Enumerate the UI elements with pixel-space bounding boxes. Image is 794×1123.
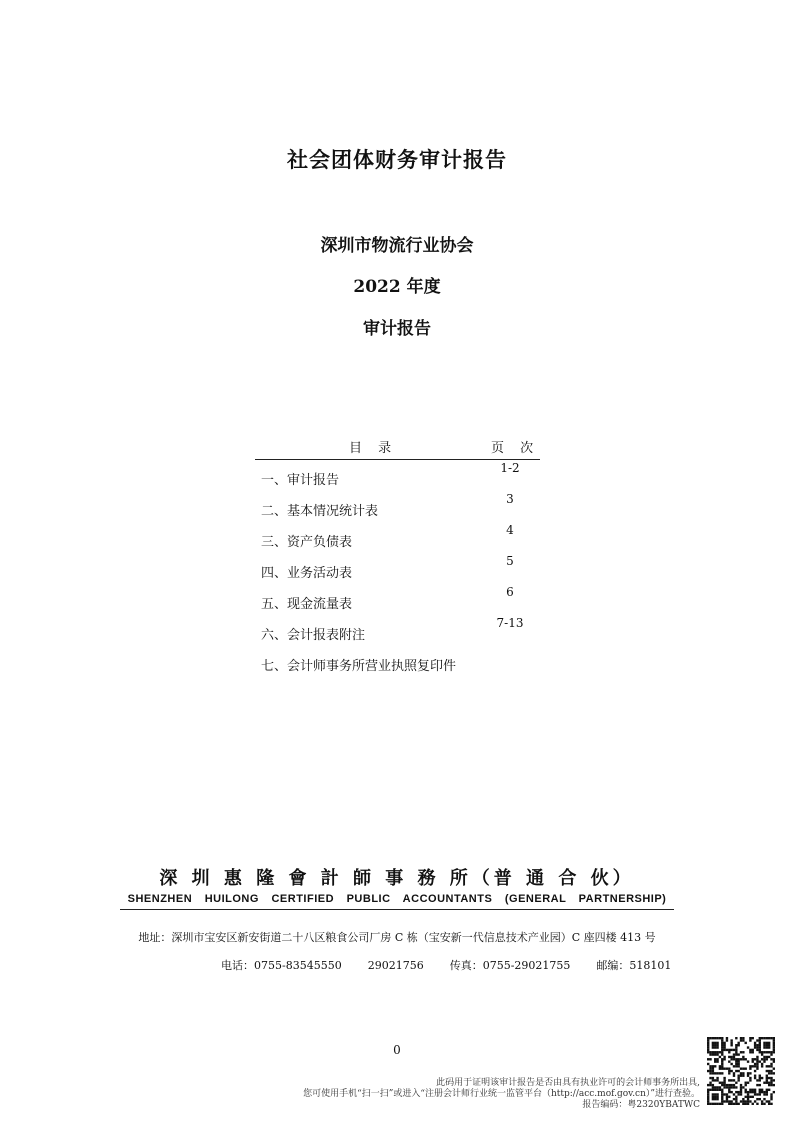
firm-name-chinese: 深 圳 惠 隆 會 計 師 事 務 所（普 通 合 伙） (159, 868, 635, 889)
toc-item-title: 六、会计报表附注 (261, 628, 366, 643)
toc-pages-header: 页 次 (491, 441, 540, 456)
toc-item-title: 五、现金流量表 (261, 597, 353, 612)
toc-item-pages: 1-2 (500, 461, 520, 475)
toc-item (261, 655, 551, 677)
organization-name: 深圳市物流行业协会 (320, 236, 474, 256)
toc-item (261, 523, 551, 553)
toc-item-title: 一、审计报告 (261, 473, 340, 488)
toc-item (261, 554, 551, 584)
report-year: 2022 年度 (353, 277, 441, 297)
verification-line-2: 您可使用手机“扫一扫”或进入“注册会计师行业统一监管平台（http://acc.mof.gov.cn）”进行查验。 (303, 1089, 700, 1099)
firm-name-english: SHENZHEN HUILONG CERTIFIED PUBLIC ACCOUNTANTS (GENERAL PARTNERSHIP) (127, 893, 667, 905)
report-title: 社会团体财务审计报告 (287, 147, 507, 172)
report-subtitle: 审计报告 (363, 319, 431, 339)
toc-item-title: 二、基本情况统计表 (261, 504, 379, 519)
toc-item-pages: 6 (506, 585, 514, 599)
page-number: 0 (393, 1043, 401, 1057)
toc-divider (255, 459, 540, 460)
verification-note (250, 1078, 700, 1111)
toc-item (261, 492, 551, 522)
firm-fax: 传真：0755-29021755 (449, 959, 571, 972)
toc-item-pages: 7-13 (496, 616, 524, 630)
verification-line-1: 此码用于证明该审计报告是否由具有执业许可的会计师事务所出具, (436, 1078, 700, 1088)
toc-item (261, 616, 551, 646)
toc-item (261, 585, 551, 615)
firm-postcode: 邮编：518101 (596, 959, 672, 972)
verification-code: 报告编码：粤2320YBATWC (582, 1100, 700, 1110)
firm-phone-2: 29021756 (367, 959, 424, 972)
qr-code-icon[interactable] (707, 1037, 775, 1105)
toc-item-title: 三、资产负债表 (261, 535, 353, 550)
toc-item-pages: 5 (506, 554, 514, 568)
toc-contents-header: 目 录 (349, 441, 398, 456)
firm-phone: 电话：0755-83545550 (221, 959, 342, 972)
toc-item (261, 461, 551, 491)
firm-contacts (221, 957, 697, 973)
toc-item-pages: 3 (506, 492, 514, 506)
firm-divider (120, 909, 674, 910)
firm-address: 地址：深圳市宝安区新安街道二十八区粮食公司厂房 C 栋（宝安新一代信息技术产业园）C 座四楼 413 号 (138, 931, 656, 944)
toc-item-title: 四、业务活动表 (261, 566, 353, 581)
toc-item-pages: 4 (506, 523, 514, 537)
toc-item-title: 七、会计师事务所营业执照复印件 (261, 659, 457, 674)
